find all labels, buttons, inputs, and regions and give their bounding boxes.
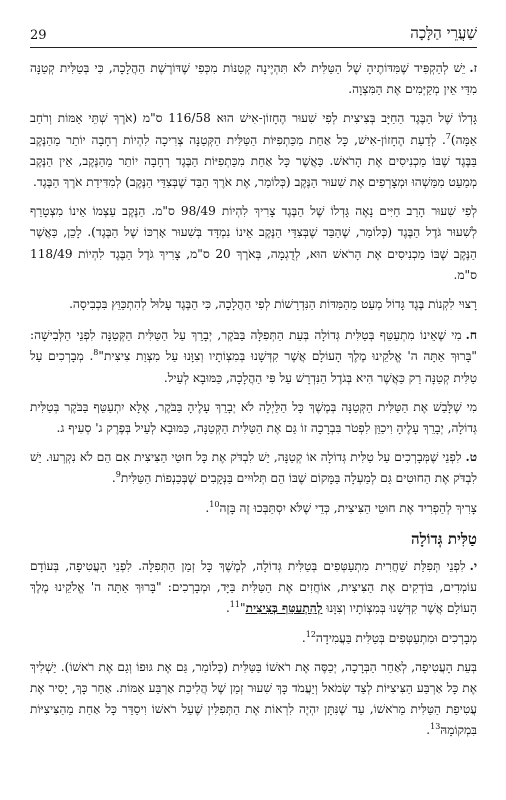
text-run: . xyxy=(205,500,210,515)
text-run: בְּעֵת הָעֲטִיפָה, לְאַחַר הַבְּרָכָה, יְכַסֶּה אֶת רֹאשׁוֹ בַּטַּלִּית (כְּלוֹמַר, גַּם אֶת גּוּפוֹ וְגַם אֶת רֹאשׁוֹ). יַשְׁלִיךְ אֶת כָּל אַרְבַּע הַצִּיצִיּוֹת לְצַד שְׂמֹאל וְיַעֲמֹד כָּךְ שִׁעוּר זְמַן שֶׁל הֲלִיכַת אַרְבַּע אַמּוֹת. אַחַר כָּךְ, יָסִיר אֶת עֲטִיפַת הַטַּלִּית מֵרֹאשׁוֹ, עַד שֶׁנִּתָּן יִהְיֶה לִרְאוֹת אֶת הַתְּפִלִּין שֶׁעַל רֹאשׁוֹ וִיסַדֵּר כָּל אַחַת מֵהַצִּיצִיּוֹת בִּמְקוֹמָהּ xyxy=(30,659,477,738)
paragraph-letter: ז. xyxy=(469,61,477,75)
footnote-ref: 8 xyxy=(93,348,99,358)
header-title: שַׁעֲרֵי הַלָּכָה xyxy=(410,24,477,42)
text-run: לִפְנֵי שֶׁמְּבָרְכִים עַל טַלִּית גְּדוֹלָה אוֹ קְטַנָּה, יֵשׁ לִבְדֹּק אֶת כָּל חוּטֵי הַצִּיצִית אִם הֵם לֹא נִקְרְעוּ. יֵשׁ לִבְדֹּק אֶת הַחוּטִים גַּם לְמַעְלָה בַּמָּקוֹם שֶׁבּוֹ הֵם תְּלוּיִים בַּנְּקָבִים שֶׁבְּכַנְפוֹת הַטַּלִּית xyxy=(30,450,477,486)
text-run: מִי שֶׁאֵינוֹ מִתְעַטֵּף בְּטַלִּית גְּדוֹלָה בְּעֵת הַתְּפִלָּה בַּבֹּקֶר, יְבָרֵךְ עַל הַטַּלִּית הַקְּטַנָּה לִפְנֵי הַלְּבִישָׁה: "בָּרוּךְ אַתָּה ה' אֱלֹקֵינוּ מֶלֶךְ הָעוֹלָם אֲשֶׁר קִדְּשָׁנוּ בְּמִצְוֹתָיו וְצִוָּנוּ עַל מִצְוַת צִיצִית" xyxy=(30,328,477,364)
paragraph-y-wrapping xyxy=(30,657,477,742)
footnote-ref: 13 xyxy=(430,722,441,732)
paragraph-y xyxy=(30,556,477,620)
footnote-ref: 7 xyxy=(445,131,451,141)
paragraph-z xyxy=(30,58,477,100)
running-header xyxy=(30,24,477,48)
page xyxy=(30,24,477,776)
paragraph-z-dimensions xyxy=(30,108,477,193)
text-run: . לְדַעַת הֶחָזוֹן-אִישׁ, כָּל אַחַת מִכַּתְפִיּוֹת הַטַּלִּית הַקְּטַנָּה צְרִיכָה לִהְיוֹת רְחָבָה יוֹתֵר מֵהַנֶּקֶב בַּבֶּגֶד שֶׁבּוֹ מַכְנִיסִים אֶת הָרֹאשׁ. כַּאֲשֶׁר כָּל אַחַת מִכַּתְפִיּוֹת הַבֶּגֶד רְחָבָה יוֹתֵר מֵהַנֶּקֶב, אֵין הַנֶּקֶב מְמַעֵט מִמַּשְׁהוּ וּמְצָרְפִים אֶת שִׁעוּר הַנֶּקֶב (כְּלוֹמַר, אֶת אֹרֶךְ הַבַּד שֶׁבְּצִדֵּי הַנֶּקֶב) לְמִדִּידַת אֹרֶךְ הַבֶּגֶד. xyxy=(30,132,477,190)
footnote-ref: 10 xyxy=(209,499,220,509)
paragraph-h xyxy=(30,325,477,389)
text-run: . xyxy=(301,630,306,645)
paragraph-y-standing xyxy=(30,628,477,649)
paragraph-z-laundry-note xyxy=(30,294,477,315)
footnote-ref: 12 xyxy=(305,629,316,639)
text-run: לִפְנֵי תְּפִלַּת שַׁחֲרִית מִתְעַטְּפִים בְּטַלִּית גְּדוֹלָה, לְמֶשֶׁךְ כָּל זְמַן הַתְּפִלָּה. לִפְנֵי הָעֲטִיפָה, בְּעוֹדָם עוֹמְדִים, בּוֹדְקִים אֶת הַצִּיצִית, אוֹחֲזִים אֶת הַטַּלִּית בַּיָּד, וּמְבָרְכִים: "בָּרוּךְ אַתָּה ה' אֱלֹקֵינוּ מֶלֶךְ הָעוֹלָם אֲשֶׁר קִדְּשָׁנוּ בְּמִצְוֹתָיו וְצִוָּנוּ xyxy=(30,559,477,616)
paragraph-letter: ח. xyxy=(465,328,477,343)
paragraph-letter: ט. xyxy=(465,450,477,465)
footnote-ref: 11 xyxy=(229,600,240,610)
text-run: . xyxy=(111,471,116,486)
text-run: גָּדְלוֹ שֶׁל הַבֶּגֶד הַחַיָּב בְּצִיצִית לְפִי שִׁעוּר הֶחָזוֹן-אִישׁ הוּא 116/58 ס"מ (אֹרֶךְ שְׁתֵּי אַמּוֹת וְרֹחַב אַמָּה) xyxy=(30,111,477,147)
text-run: . מְבָרְכִים עַל טַלִּית קְטַנָּה רַק כַּאֲשֶׁר הִיא בְּגֹדֶל הַנִּדְרָשׁ עַל פִּי הַהֲלָכָה, כַּמּוּבָא לְעֵיל. xyxy=(30,349,477,385)
paragraph-z-rav-chaim-naeh xyxy=(30,201,477,286)
text-run: . xyxy=(426,723,431,738)
paragraph-h-night xyxy=(30,397,477,439)
paragraph-t xyxy=(30,447,477,489)
body-text xyxy=(30,58,477,742)
paragraph-t-separate xyxy=(30,498,477,519)
text-run: מְבָרְכִים וּמִתְעַטְּפִים בְּטַלִּית בַּעֲמִידָה xyxy=(315,630,477,645)
text-run: רָצוּי לִקְנוֹת בֶּגֶד גָּדוֹל מְעַט מֵהַמִּדּוֹת הַנִּדְרָשׁוֹת לְפִי הַהֲלָכָה, כִּי הַבֶּגֶד עָלוּל לְהִתְכַּוֵּץ בִּכְבִיסָה. xyxy=(69,297,477,312)
text-run: לְהִתְעַטֵּף בְּצִיצִית xyxy=(245,601,323,616)
page-number: 29 xyxy=(30,28,47,43)
text-run: יֵשׁ לְהַקְפִּיד שֶׁמִּדּוֹתֶיהָ שֶׁל הַטַּלִּית לֹא תִּהְיֶינָה קְטַנּוֹת מִכְּפִי שֶׁדּוֹרֶשֶׁת הַהֲלָכָה, כִּי בְּטַלִּית קְטַנָּה מִדַּי אֵין מְקַיְּמִים אֶת הַמִּצְוָה. xyxy=(30,61,477,97)
text-run: " xyxy=(239,601,246,616)
text-run: לְפִי שִׁעוּר הָרַב חַיִּים נָאֶה גָּדְלוֹ שֶׁל הַבֶּגֶד צָרִיךְ לִהְיוֹת 98/49 ס"מ. הַנֶּקֶב עַצְמוֹ אֵינוֹ מִצְטָרֵף לְשִׁעוּר גֹּדֶל הַבֶּגֶד (כְּלוֹמַר, שֶׁהַבַּד שֶׁבְּצִדֵּי הַנֶּקֶב אֵינוֹ נִמְדָּד בְּשִׁעוּר אָרְכּוֹ שֶׁל הַבֶּגֶד). לָכֵן, כַּאֲשֶׁר הַנֶּקֶב שֶׁבּוֹ מַכְנִיסִים אֶת הָרֹאשׁ הוּא, לְדֻגְמָה, בְּאֹרֶךְ 20 ס"מ, צָרִיךְ גֹּדֶל הַבֶּגֶד לִהְיוֹת 118/49 ס"מ. xyxy=(30,204,477,282)
paragraph-letter: י. xyxy=(469,559,477,574)
section-title: טַלִּית גְּדוֹלָה xyxy=(410,529,477,548)
footnote-ref: 9 xyxy=(115,470,121,480)
text-run: . xyxy=(225,601,230,616)
text-run: צָרִיךְ לְהַפְרִיד אֶת חוּטֵי הַצִּיצִית, כְּדֵי שֶׁלֹּא יִסְתַּבְּכוּ זֶה בָּזֶה xyxy=(219,500,477,515)
text-run: מִי שֶׁלָּבַשׁ אֶת הַטַּלִּית הַקְּטַנָּה בְּמֶשֶׁךְ כָּל הַלַּיְלָה לֹא יְבָרֵךְ עָלֶיהָ בַּבֹּקֶר, אֶלָּא יִתְעַטֵּף בַּבֹּקֶר בְּטַלִּית גְּדוֹלָה, יְבָרֵךְ עָלֶיהָ וִיכַוֵּן לִפְטֹר בִּבְרָכָה זוֹ גַּם אֶת הַטַּלִּית הַקְּטַנָּה, כַּמּוּבָא לְעֵיל בְּפֶרֶק ג' סְעִיף ג. xyxy=(30,399,477,436)
